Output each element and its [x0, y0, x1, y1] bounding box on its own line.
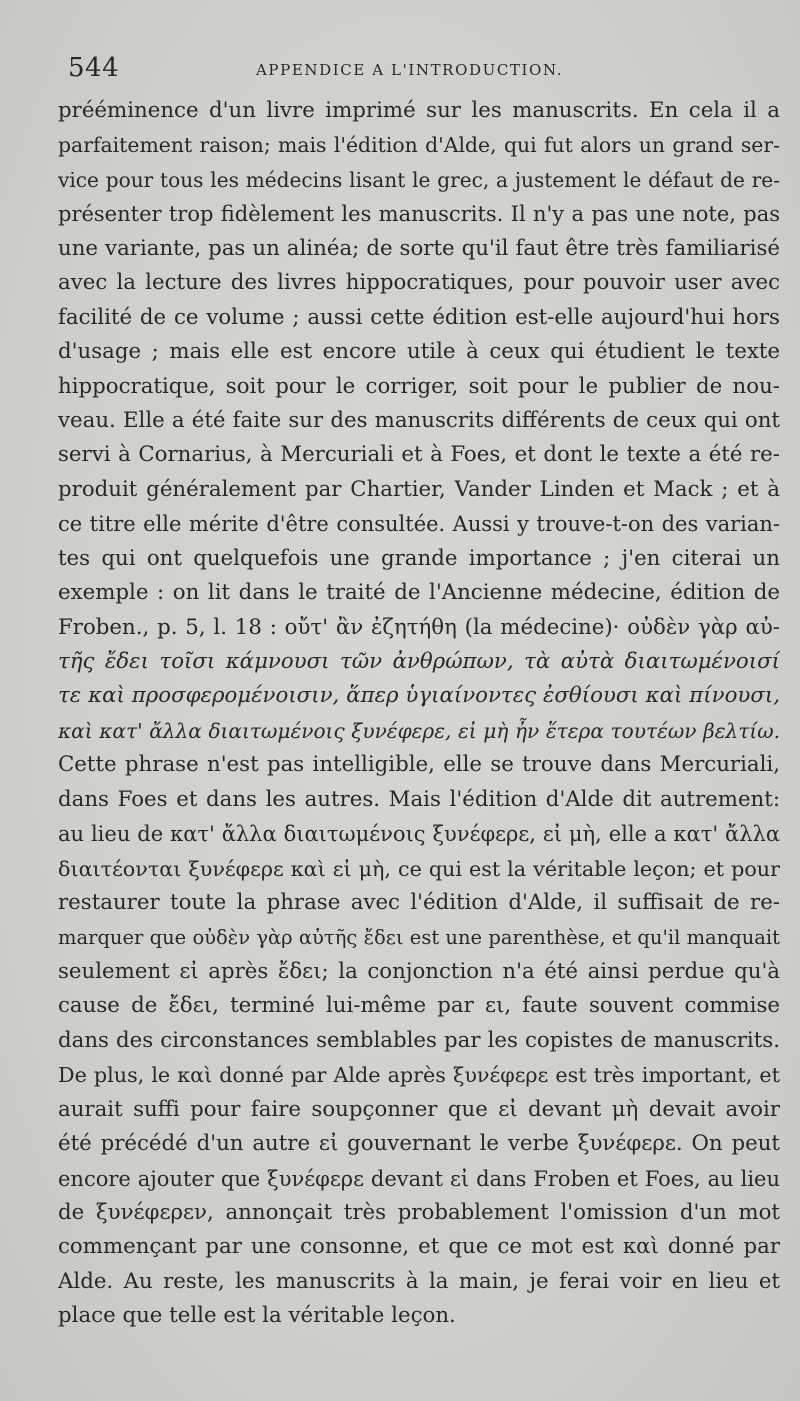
text-line: commençant par une consonne, et que ce mot est καὶ donné par — [58, 1234, 780, 1260]
text-line: hippocratique, soit pour le corriger, soit pour le publier de nou- — [58, 373, 780, 399]
text-line-last: place que telle est la véritable leçon. — [58, 1303, 456, 1329]
text-line: tes qui ont quelquefois une grande importance ; j'en citerai un — [58, 545, 780, 571]
text-line: servi à Cornarius, à Mercuriali et à Foes, et dont le texte a été re- — [58, 442, 780, 468]
text-line: exemple : on lit dans le traité de l'Ancienne médecine, édition de — [58, 580, 780, 606]
text-line: été précédé d'un autre εἰ gouvernant le verbe ξυνέφερε. On peut — [58, 1131, 780, 1157]
text-line: vice pour tous les médecins lisant le grec, a justement le défaut de re- — [58, 167, 780, 192]
text-line: dans Foes et dans les autres. Mais l'édition d'Alde dit autrement: — [58, 786, 780, 812]
text-line: présenter trop fidèlement les manuscrits. Il n'y a pas une note, pas — [58, 202, 780, 227]
text-line: prééminence d'un livre imprimé sur les manuscrits. En cela il a — [58, 98, 780, 123]
text-line: διαιτέονται ξυνέφερε καὶ εἰ μὴ, ce qui est la véritable leçon; et pour — [58, 856, 780, 881]
greek-text-line: τῆς ἔδει τοῖσι κάμνουσι τῶν ἀνθρώπων, τὰ αὐτὰ διαιτωμένοισί — [58, 649, 780, 674]
greek-text-line: τε καὶ προσφερομένοισιν, ἅπερ ὑγιαίνοντες ἐσθίουσι καὶ πίνουσι, — [58, 683, 780, 709]
text-line: aurait suffi pour faire soupçonner que εἰ devant μὴ devait avoir — [58, 1096, 780, 1122]
text-line: seulement εἰ après ἔδει; la conjonction n'a été ainsi perdue qu'à — [58, 958, 780, 984]
page-number: 544 — [68, 53, 120, 83]
text-line: Cette phrase n'est pas intelligible, elle se trouve dans Mercuriali, — [58, 752, 780, 778]
text-line: facilité de ce volume ; aussi cette édition est-elle aujourd'hui hors — [58, 304, 780, 330]
text-line: cause de ἔδει, terminé lui-même par ει, faute souvent commise — [58, 993, 780, 1019]
text-line: marquer que οὐδὲν γὰρ αὐτῆς ἔδει est une parenthèse, et qu'il manquait — [58, 925, 780, 949]
page-header — [68, 50, 776, 90]
text-line: avec la lecture des livres hippocratiques, pour pouvoir user avec — [58, 270, 780, 296]
text-line: veau. Elle a été faite sur des manuscrits différents de ceux qui ont — [58, 407, 780, 433]
text-line: Alde. Au reste, les manuscrits à la main, je ferai voir en lieu et — [58, 1268, 780, 1294]
text-line: De plus, le καὶ donné par Alde après ξυνέφερε est très important, et — [58, 1063, 780, 1088]
text-line: restaurer toute la phrase avec l'édition d'Alde, il suffisait de re- — [58, 890, 780, 916]
text-line: dans des circonstances semblables par les copistes de manuscrits. — [58, 1027, 780, 1053]
running-head: APPENDICE A L'INTRODUCTION. — [256, 61, 564, 79]
text-line: d'usage ; mais elle est encore utile à ceux qui étudient le texte — [58, 339, 780, 365]
text-line: parfaitement raison; mais l'édition d'Alde, qui fut alors un grand ser- — [58, 133, 780, 158]
text-line: encore ajouter que ξυνέφερε devant εἰ dans Froben et Foes, au lieu — [58, 1166, 780, 1191]
text-line: au lieu de κατ' ἄλλα διαιτωμένοις ξυνέφερε, εἰ μὴ, elle a κατ' ἄλλα — [58, 822, 780, 847]
body-text — [58, 94, 780, 1334]
text-line: Froben., p. 5, l. 18 : οὔτ' ἂν ἐζητήθη (la médecine)· οὐδὲν γὰρ αὐ- — [58, 614, 780, 640]
text-line: une variante, pas un alinéa; de sorte qu'il faut être très familiarisé — [58, 235, 780, 261]
text-line: ce titre elle mérite d'être consultée. Aussi y trouve-t-on des varian- — [58, 512, 780, 537]
text-line: produit généralement par Chartier, Vander Linden et Mack ; et à — [58, 476, 780, 502]
greek-text-line: καὶ κατ' ἄλλα διαιτωμένοις ξυνέφερε, εἰ μὴ ἦν ἕτερα τουτέων βελτίω. — [58, 718, 780, 743]
text-line: de ξυνέφερεν, annonçait très probablement l'omission d'un mot — [58, 1200, 780, 1225]
